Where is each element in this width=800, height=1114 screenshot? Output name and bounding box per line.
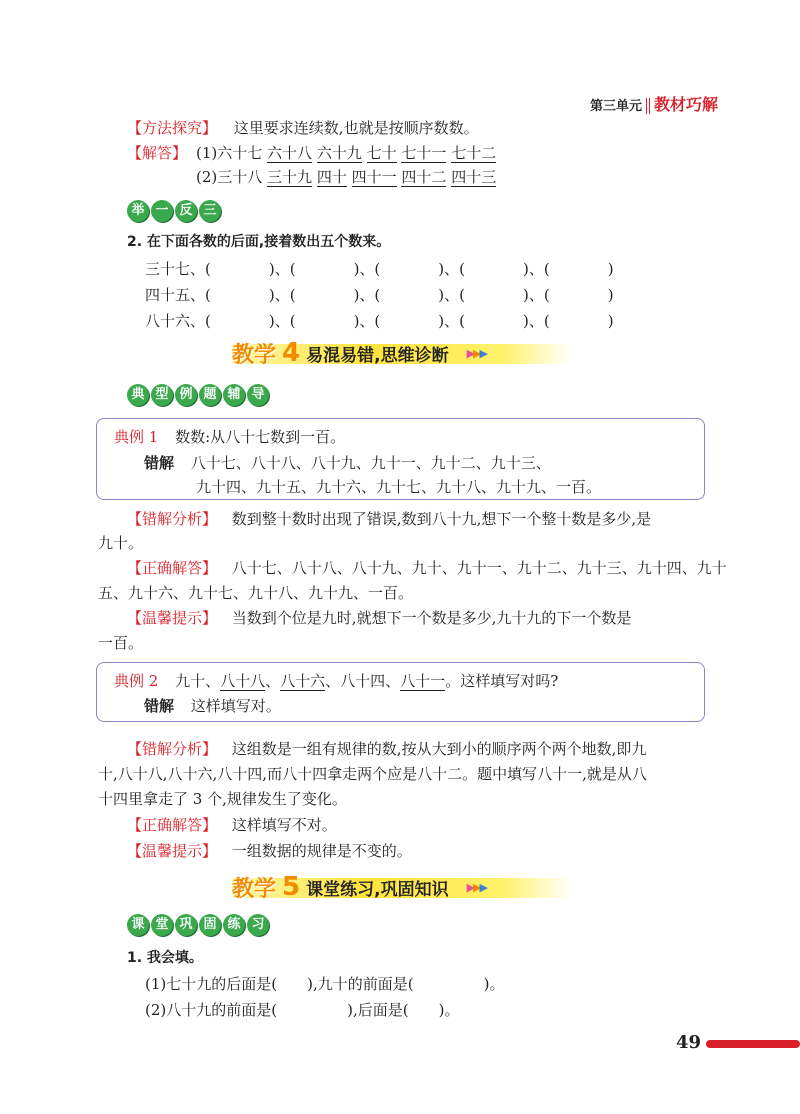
dianxing-badge xyxy=(127,384,269,406)
q2-blank: )、( xyxy=(438,260,466,278)
q1-title: 1. 我会填。 xyxy=(127,950,203,966)
q2-title: 2. 在下面各数的后面,接着数出五个数来。 xyxy=(127,234,391,250)
q2-row-label: 八十六、( xyxy=(145,312,211,330)
badge-char: 题 xyxy=(199,384,221,406)
answer-item: 七十二 xyxy=(451,144,497,162)
q2-blank: )、( xyxy=(438,312,466,330)
analysis-text: 数到整十数时出现了错误,数到八十九,想下一个整十数是多少,是 xyxy=(231,510,652,528)
example-1-wrong xyxy=(144,452,551,474)
analysis-tag: 【错解分析】 xyxy=(127,740,218,758)
answer-item: 四十二 xyxy=(401,168,447,186)
example-2-question xyxy=(114,670,558,692)
answer-line1-prefix: (1)六十七 xyxy=(196,144,263,162)
badge-char: 典 xyxy=(127,384,149,406)
q-part: 。这样填写对吗? xyxy=(445,672,559,690)
tip-text: 当数到个位是九时,就想下一个数是多少,九十九的下一个数是 xyxy=(231,609,632,627)
q2-blank: )、( xyxy=(353,286,381,304)
q2-row xyxy=(145,284,614,306)
badge-char: 辅 xyxy=(223,384,245,406)
answer-item: 六十八 xyxy=(267,144,313,162)
correct-tag: 【正确解答】 xyxy=(127,559,218,577)
method-text: 这里要求连续数,也就是按顺序数数。 xyxy=(233,119,479,137)
wrong-tag: 错解 xyxy=(144,697,175,715)
header-unit: 第三单元 xyxy=(589,99,642,114)
wrong-tag: 错解 xyxy=(144,454,175,472)
answer-item: 七十一 xyxy=(401,144,447,162)
section-4-label: 易混易错,思维诊断 xyxy=(306,345,449,366)
ex2-tip xyxy=(127,840,412,862)
answer-item: 四十 xyxy=(316,168,347,186)
header-separator xyxy=(646,98,650,114)
example-1-question xyxy=(114,426,345,448)
analysis-tag: 【错解分析】 xyxy=(127,510,218,528)
q-part-underlined: 八十一 xyxy=(400,672,446,690)
q-part: 、八十四、 xyxy=(325,672,401,690)
section-5-label: 课堂练习,巩固知识 xyxy=(306,879,449,900)
q-part: 九十、 xyxy=(175,672,221,690)
ex1-analysis-line-1 xyxy=(127,508,651,530)
q1-text: (1)七十九的后面是( xyxy=(145,975,278,993)
answer-tag: 【解答】 xyxy=(127,144,188,162)
answer-item: 三十九 xyxy=(267,168,313,186)
q2-end: ) xyxy=(607,286,614,304)
wrong-text: 这样填写对。 xyxy=(190,697,281,715)
wrong-line-1: 八十七、八十八、八十九、九十一、九十二、九十三、 xyxy=(190,454,551,472)
correct-tag: 【正确解答】 xyxy=(127,816,218,834)
answer-line-2 xyxy=(196,166,496,188)
page-number: 49 xyxy=(676,1032,702,1053)
tip-tag: 【温馨提示】 xyxy=(127,842,218,860)
badge-char: 固 xyxy=(199,914,221,936)
method-line xyxy=(127,117,479,139)
q2-blank: )、( xyxy=(268,312,296,330)
ex1-correct-line-2: 五、九十六、九十七、九十八、九十九、一百。 xyxy=(98,584,414,602)
answer-item: 六十九 xyxy=(316,144,362,162)
badge-char: 堂 xyxy=(151,914,173,936)
page-number-bar xyxy=(706,1040,800,1048)
q2-blank: )、( xyxy=(268,260,296,278)
badge-char: 巩 xyxy=(175,914,197,936)
answer-item: 七十 xyxy=(366,144,397,162)
correct-text: 这样填写不对。 xyxy=(231,816,337,834)
q2-blank: )、( xyxy=(523,312,550,330)
example-2-wrong xyxy=(144,695,281,717)
header-title: 教材巧解 xyxy=(653,95,718,114)
q2-row-label: 三十七、( xyxy=(145,260,211,278)
q2-blank: )、( xyxy=(268,286,296,304)
juyifansan-badge xyxy=(127,200,221,222)
ex1-tip-line-2: 一百。 xyxy=(98,634,144,652)
q1-text: )。 xyxy=(438,1001,460,1019)
ex2-analysis-line-3: 十四里拿走了 3 个,规律发生了变化。 xyxy=(98,790,347,808)
ex1-analysis-line-2: 九十。 xyxy=(98,534,144,552)
badge-char: 例 xyxy=(175,384,197,406)
ex1-correct-line-1 xyxy=(127,557,727,579)
wrong-line-2: 九十四、九十五、九十六、九十七、九十八、九十九、一百。 xyxy=(196,478,602,496)
q1-line-2 xyxy=(145,999,459,1021)
correct-text: 八十七、八十八、八十九、九十、九十一、九十二、九十三、九十四、九十 xyxy=(231,559,727,577)
ketang-badge xyxy=(127,914,269,936)
answer-line2-prefix: (2)三十八 xyxy=(196,168,263,186)
q2-blank: )、( xyxy=(523,260,550,278)
q-part-underlined: 八十六 xyxy=(280,672,326,690)
q2-blank: )、( xyxy=(353,260,381,278)
answer-line-1 xyxy=(196,142,496,164)
badge-char: 反 xyxy=(175,200,197,222)
q-part: 、 xyxy=(265,672,281,690)
badge-char: 习 xyxy=(247,914,269,936)
badge-char: 三 xyxy=(199,200,221,222)
ex2-analysis-line-2: 十,八十八,八十六,八十四,而八十四拿走两个应是八十二。题中填写八十一,就是从八 xyxy=(98,765,647,783)
example-1-label: 典例 1 xyxy=(114,428,159,446)
q2-blank: )、( xyxy=(523,286,550,304)
q2-end: ) xyxy=(607,312,614,330)
example-2-label: 典例 2 xyxy=(114,672,159,690)
q2-blank: )、( xyxy=(353,312,381,330)
analysis-text: 这组数是一组有规律的数,按从大到小的顺序两个两个地数,即九 xyxy=(231,740,647,758)
badge-char: 课 xyxy=(127,914,149,936)
section-4-banner xyxy=(232,340,592,366)
q2-row xyxy=(145,258,614,280)
q2-row-label: 四十五、( xyxy=(145,286,211,304)
section-4-prefix: 教学 xyxy=(232,342,277,368)
ex2-analysis-line-1 xyxy=(127,738,646,760)
tip-tag: 【温馨提示】 xyxy=(127,609,218,627)
badge-char: 一 xyxy=(151,200,173,222)
q1-text: ),后面是( xyxy=(347,1001,409,1019)
q2-blank: )、( xyxy=(438,286,466,304)
q1-line-1 xyxy=(145,973,504,995)
badge-char: 型 xyxy=(151,384,173,406)
method-tag: 【方法探究】 xyxy=(127,119,218,137)
q2-end: ) xyxy=(607,260,614,278)
arrows-icon: ▶▶▶ xyxy=(466,880,486,894)
answer-item: 四十三 xyxy=(451,168,497,186)
section-5-banner xyxy=(232,874,592,900)
q-part-underlined: 八十八 xyxy=(220,672,266,690)
example-1-text: 数数:从八十七数到一百。 xyxy=(175,428,346,446)
q1-text: ),九十的前面是( xyxy=(307,975,414,993)
arrows-icon: ▶▶▶ xyxy=(466,346,486,360)
tip-text: 一组数据的规律是不变的。 xyxy=(231,842,412,860)
badge-char: 练 xyxy=(223,914,245,936)
q1-text: )。 xyxy=(483,975,505,993)
badge-char: 导 xyxy=(247,384,269,406)
q1-text: (2)八十九的前面是( xyxy=(145,1001,278,1019)
section-4-number: 4 xyxy=(282,338,301,368)
q2-row xyxy=(145,310,614,332)
section-5-number: 5 xyxy=(282,872,301,902)
ex1-tip-line-1 xyxy=(127,607,631,629)
ex2-correct xyxy=(127,814,337,836)
answer-item: 四十一 xyxy=(351,168,397,186)
running-header xyxy=(590,92,718,115)
badge-char: 举 xyxy=(127,200,149,222)
section-5-prefix: 教学 xyxy=(232,876,277,902)
